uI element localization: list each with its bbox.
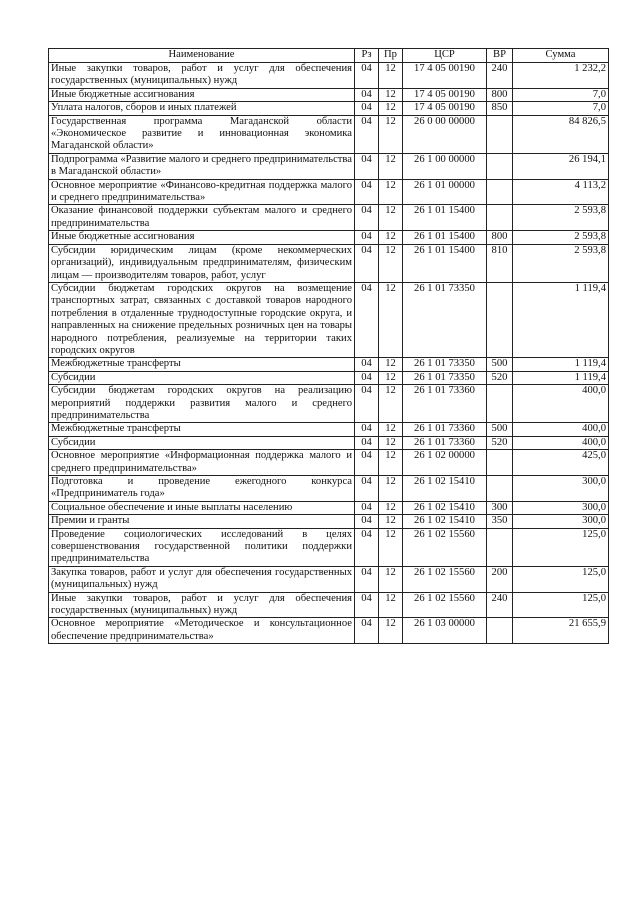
cell-name: Подготовка и проведение ежегодного конкурса «Предприниматель года»	[49, 476, 355, 502]
cell-rz: 04	[355, 102, 379, 115]
table-row	[49, 205, 609, 231]
table-row	[49, 282, 609, 357]
cell-sum: 300,0	[513, 515, 609, 528]
cell-sum: 21 655,9	[513, 618, 609, 644]
cell-rz: 04	[355, 88, 379, 101]
cell-sum: 125,0	[513, 592, 609, 618]
cell-sum: 400,0	[513, 436, 609, 449]
cell-name: Субсидии бюджетам городских округов на реализацию мероприятий поддержки развития малого и среднего предпринимательства	[49, 385, 355, 423]
cell-csr: 17 4 05 00190	[403, 88, 487, 101]
table-row	[49, 436, 609, 449]
cell-csr: 26 1 02 15560	[403, 592, 487, 618]
cell-csr: 26 1 01 15400	[403, 205, 487, 231]
cell-csr: 26 1 03 00000	[403, 618, 487, 644]
cell-rz: 04	[355, 450, 379, 476]
cell-csr: 26 1 00 00000	[403, 153, 487, 179]
cell-pr: 12	[379, 515, 403, 528]
cell-csr: 26 1 01 15400	[403, 231, 487, 244]
cell-vr: 800	[487, 231, 513, 244]
cell-rz: 04	[355, 371, 379, 384]
cell-vr	[487, 385, 513, 423]
cell-rz: 04	[355, 63, 379, 89]
cell-rz: 04	[355, 205, 379, 231]
table-row	[49, 63, 609, 89]
cell-rz: 04	[355, 618, 379, 644]
cell-csr: 17 4 05 00190	[403, 102, 487, 115]
table-row	[49, 528, 609, 566]
cell-rz: 04	[355, 358, 379, 371]
header-name: Наименование	[49, 49, 355, 63]
cell-rz: 04	[355, 282, 379, 357]
cell-rz: 04	[355, 528, 379, 566]
cell-name: Межбюджетные трансферты	[49, 358, 355, 371]
cell-sum: 2 593,8	[513, 244, 609, 282]
table-row	[49, 385, 609, 423]
cell-pr: 12	[379, 501, 403, 514]
cell-csr: 26 1 02 15410	[403, 515, 487, 528]
cell-pr: 12	[379, 566, 403, 592]
table-row	[49, 115, 609, 153]
cell-name: Проведение социологических исследований в целях совершенствования государственной политики поддержки предпринимательства	[49, 528, 355, 566]
cell-sum: 1 232,2	[513, 63, 609, 89]
budget-table	[48, 48, 609, 644]
cell-vr	[487, 618, 513, 644]
cell-sum: 1 119,4	[513, 282, 609, 357]
cell-rz: 04	[355, 592, 379, 618]
cell-sum: 400,0	[513, 423, 609, 436]
cell-name: Закупка товаров, работ и услуг для обеспечения государственных (муниципальных) нужд	[49, 566, 355, 592]
cell-pr: 12	[379, 592, 403, 618]
cell-sum: 1 119,4	[513, 358, 609, 371]
table-row	[49, 501, 609, 514]
cell-vr: 520	[487, 371, 513, 384]
header-sum: Сумма	[513, 49, 609, 63]
cell-vr: 240	[487, 592, 513, 618]
cell-pr: 12	[379, 436, 403, 449]
cell-vr: 520	[487, 436, 513, 449]
table-row	[49, 153, 609, 179]
cell-pr: 12	[379, 528, 403, 566]
cell-pr: 12	[379, 231, 403, 244]
cell-vr	[487, 282, 513, 357]
cell-sum: 4 113,2	[513, 179, 609, 205]
cell-sum: 300,0	[513, 476, 609, 502]
header-vr: ВР	[487, 49, 513, 63]
cell-csr: 17 4 05 00190	[403, 63, 487, 89]
cell-name: Основное мероприятие «Финансово-кредитная поддержка малого и среднего предпринимательства»	[49, 179, 355, 205]
cell-csr: 26 1 01 73360	[403, 436, 487, 449]
cell-csr: 26 1 01 73350	[403, 282, 487, 357]
cell-rz: 04	[355, 501, 379, 514]
cell-pr: 12	[379, 282, 403, 357]
cell-name: Иные бюджетные ассигнования	[49, 231, 355, 244]
cell-name: Субсидии юридическим лицам (кроме некоммерческих организаций), индивидуальным предпринимателям, физическим лицам — производителям товаров, работ, услуг	[49, 244, 355, 282]
header-csr: ЦСР	[403, 49, 487, 63]
table-row	[49, 88, 609, 101]
cell-sum: 1 119,4	[513, 371, 609, 384]
cell-pr: 12	[379, 102, 403, 115]
cell-pr: 12	[379, 371, 403, 384]
cell-rz: 04	[355, 423, 379, 436]
cell-rz: 04	[355, 436, 379, 449]
cell-name: Иные закупки товаров, работ и услуг для обеспечения государственных (муниципальных) нужд	[49, 63, 355, 89]
cell-vr: 240	[487, 63, 513, 89]
cell-rz: 04	[355, 231, 379, 244]
cell-vr: 500	[487, 358, 513, 371]
cell-sum: 7,0	[513, 88, 609, 101]
cell-name: Подпрограмма «Развитие малого и среднего предпринимательства в Магаданской области»	[49, 153, 355, 179]
cell-name: Социальное обеспечение и иные выплаты населению	[49, 501, 355, 514]
cell-rz: 04	[355, 244, 379, 282]
cell-sum: 26 194,1	[513, 153, 609, 179]
cell-pr: 12	[379, 244, 403, 282]
cell-sum: 2 593,8	[513, 205, 609, 231]
cell-vr	[487, 115, 513, 153]
table-row	[49, 371, 609, 384]
cell-vr	[487, 153, 513, 179]
cell-pr: 12	[379, 205, 403, 231]
table-row	[49, 515, 609, 528]
cell-csr: 26 1 02 00000	[403, 450, 487, 476]
cell-rz: 04	[355, 566, 379, 592]
cell-sum: 300,0	[513, 501, 609, 514]
cell-sum: 125,0	[513, 528, 609, 566]
cell-pr: 12	[379, 618, 403, 644]
cell-csr: 26 1 02 15410	[403, 476, 487, 502]
cell-vr	[487, 205, 513, 231]
cell-csr: 26 1 01 73350	[403, 371, 487, 384]
cell-name: Межбюджетные трансферты	[49, 423, 355, 436]
table-row	[49, 423, 609, 436]
cell-vr	[487, 476, 513, 502]
cell-pr: 12	[379, 153, 403, 179]
cell-name: Оказание финансовой поддержки субъектам малого и среднего предпринимательства	[49, 205, 355, 231]
cell-sum: 84 826,5	[513, 115, 609, 153]
cell-name: Субсидии	[49, 436, 355, 449]
table-header-row	[49, 49, 609, 63]
cell-vr	[487, 528, 513, 566]
cell-csr: 26 1 01 73350	[403, 358, 487, 371]
cell-rz: 04	[355, 476, 379, 502]
cell-vr: 800	[487, 88, 513, 101]
table-row	[49, 566, 609, 592]
cell-name: Субсидии	[49, 371, 355, 384]
cell-csr: 26 1 01 00000	[403, 179, 487, 205]
table-row	[49, 476, 609, 502]
header-rz: Рз	[355, 49, 379, 63]
cell-name: Субсидии бюджетам городских округов на возмещение транспортных затрат, связанных с доставкой товаров народного потребления в отдаленные труднодоступные городские округа, и направленных на снижение предельных розничных цен на товары народного потребления, реализуемые на территории таких городских округов	[49, 282, 355, 357]
cell-name: Уплата налогов, сборов и иных платежей	[49, 102, 355, 115]
header-pr: Пр	[379, 49, 403, 63]
cell-name: Основное мероприятие «Методическое и консультационное обеспечение предпринимательства»	[49, 618, 355, 644]
cell-rz: 04	[355, 153, 379, 179]
cell-vr: 350	[487, 515, 513, 528]
cell-name: Государственная программа Магаданской области «Экономическое развитие и инновационная экономика Магаданской области»	[49, 115, 355, 153]
cell-pr: 12	[379, 423, 403, 436]
cell-pr: 12	[379, 63, 403, 89]
cell-vr: 300	[487, 501, 513, 514]
cell-name: Премии и гранты	[49, 515, 355, 528]
table-row	[49, 231, 609, 244]
cell-rz: 04	[355, 385, 379, 423]
cell-pr: 12	[379, 476, 403, 502]
cell-csr: 26 1 02 15560	[403, 566, 487, 592]
cell-vr	[487, 450, 513, 476]
cell-sum: 400,0	[513, 385, 609, 423]
cell-pr: 12	[379, 115, 403, 153]
cell-sum: 7,0	[513, 102, 609, 115]
cell-name: Иные закупки товаров, работ и услуг для обеспечения государственных (муниципальных) нужд	[49, 592, 355, 618]
cell-rz: 04	[355, 179, 379, 205]
cell-vr: 850	[487, 102, 513, 115]
cell-rz: 04	[355, 515, 379, 528]
cell-rz: 04	[355, 115, 379, 153]
cell-vr: 810	[487, 244, 513, 282]
cell-csr: 26 1 01 15400	[403, 244, 487, 282]
table-row	[49, 358, 609, 371]
cell-sum: 2 593,8	[513, 231, 609, 244]
cell-pr: 12	[379, 179, 403, 205]
cell-pr: 12	[379, 88, 403, 101]
table-row	[49, 592, 609, 618]
table-row	[49, 244, 609, 282]
cell-pr: 12	[379, 358, 403, 371]
cell-name: Основное мероприятие «Информационная поддержка малого и среднего предпринимательства»	[49, 450, 355, 476]
table-row	[49, 102, 609, 115]
cell-csr: 26 1 01 73360	[403, 423, 487, 436]
table-row	[49, 450, 609, 476]
table-row	[49, 179, 609, 205]
cell-vr: 200	[487, 566, 513, 592]
cell-pr: 12	[379, 450, 403, 476]
cell-csr: 26 1 02 15560	[403, 528, 487, 566]
cell-vr: 500	[487, 423, 513, 436]
table-row	[49, 618, 609, 644]
cell-sum: 425,0	[513, 450, 609, 476]
cell-vr	[487, 179, 513, 205]
cell-csr: 26 1 01 73360	[403, 385, 487, 423]
cell-csr: 26 1 02 15410	[403, 501, 487, 514]
cell-name: Иные бюджетные ассигнования	[49, 88, 355, 101]
cell-pr: 12	[379, 385, 403, 423]
cell-sum: 125,0	[513, 566, 609, 592]
cell-csr: 26 0 00 00000	[403, 115, 487, 153]
